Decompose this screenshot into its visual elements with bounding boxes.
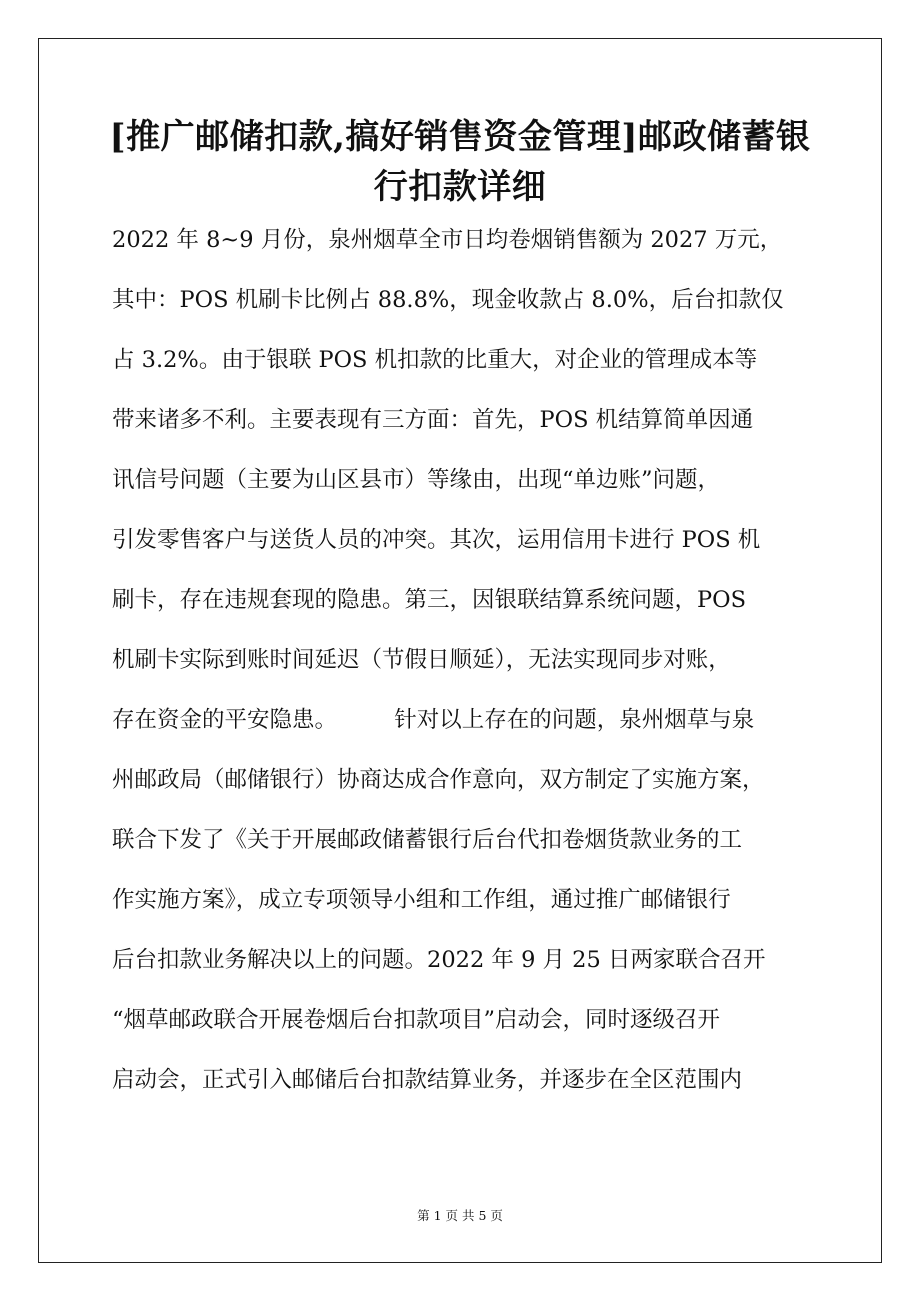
body-line: “烟草邮政联合开展卷烟后台扣款项目”启动会，同时逐级召开 <box>112 1007 721 1033</box>
body-line: 带来诸多不利。主要表现有三方面：首先，POS 机结算简单因通 <box>112 407 754 433</box>
body-line: 刷卡，存在违规套现的隐患。第三，因银联结算系统问题，POS <box>112 587 747 613</box>
body-line: 后台扣款业务解决以上的问题。2022 年 9 月 25 日两家联合召开 <box>112 947 766 973</box>
body-line: 讯信号问题（主要为山区县市）等缘由，出现“单边账”问题， <box>112 467 721 493</box>
page-footer <box>0 1206 920 1226</box>
body-line: 启动会，正式引入邮储后台扣款结算业务，并逐步在全区范围内 <box>112 1067 743 1093</box>
body-line: 2022 年 8~9 月份，泉州烟草全市日均卷烟销售额为 2027 万元， <box>112 227 783 253</box>
body-line: 存在资金的平安隐患。 针对以上存在的问题，泉州烟草与泉 <box>112 707 755 733</box>
body-line: 其中：POS 机刷卡比例占 88.8%，现金收款占 8.0%，后台扣款仅 <box>112 287 784 313</box>
title-line-1: [推广邮储扣款,搞好销售资金管理]邮政储蓄银 <box>109 117 811 157</box>
title-line-2: 行扣款详细 <box>373 167 547 207</box>
document-body <box>112 220 832 1120</box>
body-line: 机刷卡实际到账时间延迟（节假日顺延），无法实现同步对账， <box>112 647 731 673</box>
page-number: 第 1 页 共 5 页 <box>417 1208 503 1223</box>
body-line: 作实施方案》，成立专项领导小组和工作组，通过推广邮储银行 <box>112 887 731 913</box>
body-line: 联合下发了《关于开展邮政储蓄银行后台代扣卷烟货款业务的工 <box>112 827 743 853</box>
body-line: 引发零售客户与送货人员的冲突。其次，运用信用卡进行 POS 机 <box>112 527 761 553</box>
body-line: 占 3.2%。由于银联 POS 机扣款的比重大，对企业的管理成本等 <box>112 347 758 373</box>
document-title <box>60 112 860 212</box>
body-line: 州邮政局（邮储银行）协商达成合作意向，双方制定了实施方案， <box>112 767 765 793</box>
